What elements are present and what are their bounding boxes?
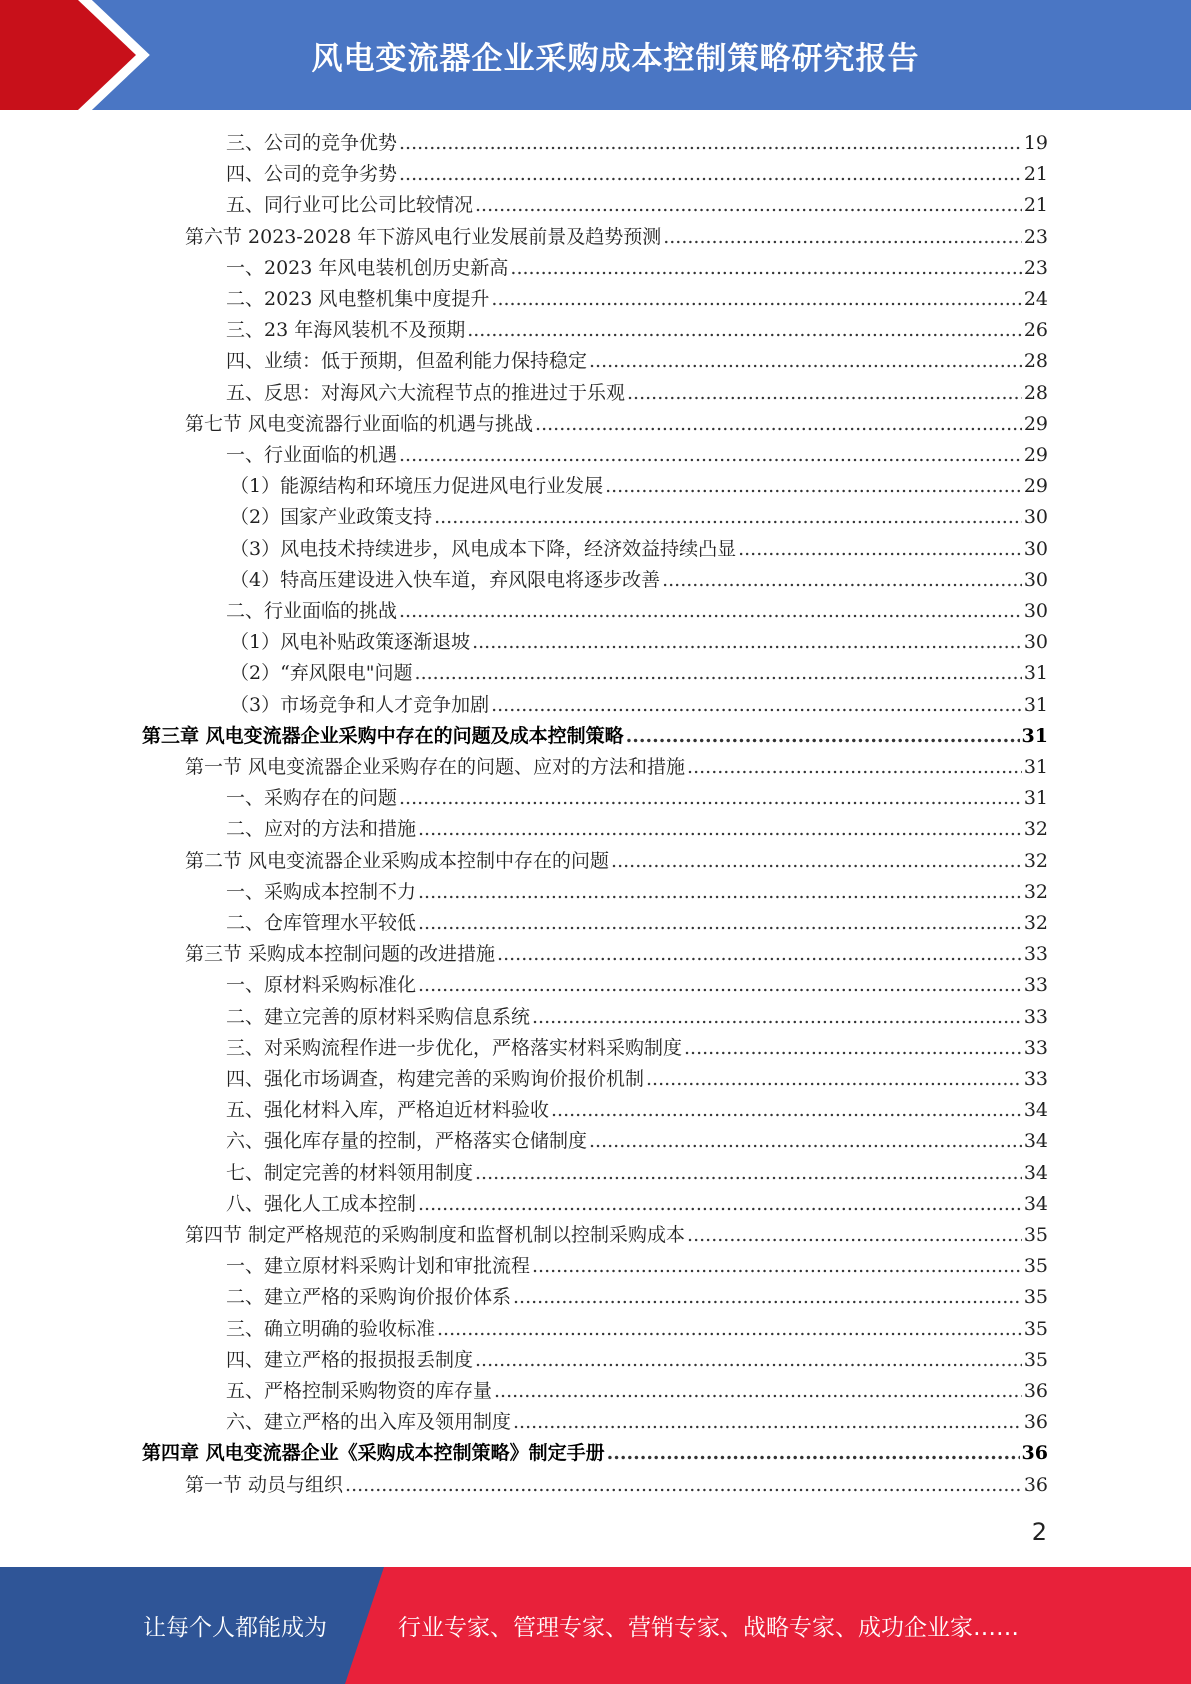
toc-entry-page: 26 [1023, 319, 1048, 342]
toc-entry[interactable] [226, 877, 1048, 908]
toc-entry-page: 29 [1023, 475, 1048, 498]
toc-entry-label: （2）国家产业政策支持 [230, 506, 433, 529]
toc-entry[interactable] [230, 627, 1048, 658]
toc-entry-page: 32 [1023, 880, 1048, 903]
toc-entry-label: 一、行业面临的机遇 [226, 444, 398, 466]
toc-entry-label: 三、23 年海风装机不及预期 [226, 319, 466, 342]
toc-entry[interactable] [226, 970, 1048, 1001]
toc-entry-page: 30 [1023, 537, 1048, 560]
toc-entry-label: 五、同行业可比公司比较情况 [226, 194, 474, 217]
toc-dot-leader [437, 1314, 1022, 1345]
toc-entry[interactable] [226, 1002, 1048, 1033]
toc-entry-label: 第二节 风电变流器企业采购成本控制中存在的问题 [185, 849, 610, 872]
toc-entry-page: 28 [1023, 350, 1048, 373]
toc-entry-label: 一、原材料采购标准化 [226, 974, 417, 997]
toc-entry-page: 31 [1023, 756, 1048, 778]
toc-entry[interactable] [185, 1470, 1048, 1501]
toc-dot-leader [345, 1470, 1022, 1501]
toc-entry-label: （3）市场竞争和人才竞争加剧 [230, 693, 490, 716]
toc-entry-label: （2）“弃风限电"问题 [230, 662, 413, 685]
toc-entry-page: 23 [1023, 225, 1048, 248]
toc-entry[interactable] [226, 346, 1048, 377]
footer-band [0, 1567, 1191, 1684]
toc-entry-label: 四、强化市场调查，构建完善的采购询价报价机制 [226, 1068, 645, 1090]
toc-entry-label: 第一节 风电变流器企业采购存在的问题、应对的方法和措施 [185, 756, 686, 778]
toc-entry[interactable] [230, 534, 1048, 565]
toc-dot-leader [475, 190, 1022, 221]
toc-entry[interactable] [226, 284, 1048, 315]
toc-dot-leader [472, 627, 1022, 658]
page-number: 2 [1031, 1518, 1047, 1546]
toc-entry-page: 34 [1023, 1099, 1048, 1122]
toc-dot-leader [513, 1282, 1022, 1313]
toc-dot-leader [627, 378, 1022, 409]
toc-dot-leader [399, 128, 1022, 159]
toc-dot-leader [434, 502, 1022, 533]
toc-entry-label: 五、反思：对海风六大流程节点的推进过于乐观 [226, 381, 626, 404]
toc-entry-label: 第七节 风电变流器行业面临的机遇与挑战 [185, 412, 534, 435]
toc-entry[interactable] [185, 222, 1048, 253]
toc-entry-label: 七、制定完善的材料领用制度 [226, 1161, 474, 1184]
toc-entry-label: 四、公司的竞争劣势 [226, 163, 398, 186]
toc-entry-page: 31 [1023, 662, 1048, 685]
toc-entry-page: 36 [1023, 1411, 1048, 1434]
toc-entry-page: 23 [1023, 256, 1048, 279]
toc-dot-leader [491, 690, 1022, 721]
toc-entry-label: （4）特高压建设进入快车道，弃风限电将逐步改善 [230, 568, 661, 591]
toc-entry[interactable] [185, 752, 1048, 783]
toc-dot-leader [551, 1095, 1022, 1126]
toc-entry-page: 33 [1023, 1005, 1048, 1028]
toc-dot-leader [687, 752, 1022, 783]
toc-entry[interactable] [226, 1282, 1048, 1313]
toc-entry-page: 21 [1023, 163, 1048, 186]
toc-entry[interactable] [185, 409, 1048, 440]
toc-dot-leader [491, 284, 1021, 315]
toc-entry-label: 三、对采购流程作进一步优化，严格落实材料采购制度 [226, 1036, 683, 1059]
toc-entry-page: 32 [1023, 912, 1048, 934]
toc-dot-leader [510, 253, 1021, 284]
toc-entry-page: 36 [1021, 1442, 1048, 1465]
toc-entry[interactable] [226, 783, 1048, 814]
toc-entry-label: 二、仓库管理水平较低 [226, 912, 417, 934]
toc-entry[interactable] [230, 658, 1048, 689]
toc-dot-leader [418, 908, 1022, 939]
toc-dot-leader [532, 1251, 1022, 1282]
toc-dot-leader [418, 814, 1022, 845]
toc-entry-label: 二、2023 风电整机集中度提升 [226, 288, 490, 310]
toc-dot-leader [684, 1033, 1022, 1064]
toc-dot-leader [646, 1064, 1022, 1095]
toc-entry-label: 一、采购存在的问题 [226, 787, 398, 810]
toc-dot-leader [399, 159, 1022, 190]
toc-entry[interactable] [230, 565, 1048, 596]
toc-entry-page: 24 [1023, 288, 1048, 310]
toc-dot-leader [663, 222, 1022, 253]
toc-entry-label: 八、强化人工成本控制 [226, 1192, 417, 1215]
toc-entry[interactable] [185, 846, 1048, 877]
toc-entry-label: 六、建立严格的出入库及领用制度 [226, 1411, 512, 1434]
footer-slogan-left: 让每个人都能成为 [143, 1615, 327, 1641]
toc-dot-leader [467, 315, 1022, 346]
toc-entry-label: 二、建立完善的原材料采购信息系统 [226, 1005, 531, 1028]
toc-dot-leader [626, 721, 1020, 752]
toc-entry[interactable] [226, 440, 1048, 471]
toc-dot-leader [607, 1438, 1020, 1469]
toc-entry[interactable] [226, 1095, 1048, 1126]
toc-dot-leader [611, 846, 1022, 877]
toc-entry-label: 二、行业面临的挑战 [226, 600, 398, 622]
toc-entry[interactable] [226, 315, 1048, 346]
toc-entry-label: 一、建立原材料采购计划和审批流程 [226, 1255, 531, 1278]
toc-entry-page: 30 [1023, 506, 1048, 529]
toc-dot-leader [399, 596, 1022, 627]
toc-entry-page: 31 [1021, 724, 1048, 747]
toc-entry-label: 五、严格控制采购物资的库存量 [226, 1380, 493, 1402]
toc-entry[interactable] [226, 596, 1048, 627]
toc-entry-page: 29 [1023, 412, 1048, 435]
toc-entry-page: 34 [1023, 1130, 1048, 1153]
toc-entry[interactable] [226, 128, 1048, 159]
toc-dot-leader [399, 440, 1022, 471]
toc-entry[interactable] [226, 378, 1048, 409]
toc-entry[interactable] [142, 1438, 1048, 1469]
toc-entry[interactable] [226, 1033, 1048, 1064]
toc-entry-page: 35 [1023, 1255, 1048, 1278]
toc-entry[interactable] [226, 1376, 1048, 1407]
toc-entry[interactable] [226, 1407, 1048, 1438]
toc-entry[interactable] [226, 253, 1048, 284]
toc-entry[interactable] [230, 471, 1048, 502]
toc-entry[interactable] [226, 1064, 1048, 1095]
toc-entry-page: 34 [1023, 1192, 1048, 1215]
toc-entry-label: 第一节 动员与组织 [185, 1473, 344, 1496]
toc-entry[interactable] [185, 1220, 1048, 1251]
toc-entry-label: 第四章 风电变流器企业《采购成本控制策略》制定手册 [142, 1442, 605, 1465]
toc-entry-label: 四、建立严格的报损报丢制度 [226, 1348, 474, 1371]
toc-dot-leader [494, 1376, 1022, 1407]
toc-dot-leader [532, 1002, 1022, 1033]
toc-dot-leader [738, 534, 1022, 565]
toc-entry-label: 三、公司的竞争优势 [226, 132, 398, 154]
toc-entry[interactable] [226, 1158, 1048, 1189]
toc-dot-leader [535, 409, 1022, 440]
toc-entry[interactable] [226, 1314, 1048, 1345]
toc-entry-label: 第四节 制定严格规范的采购制度和监督机制以控制采购成本 [185, 1224, 686, 1246]
toc-dot-leader [475, 1158, 1022, 1189]
toc-entry-label: 六、强化库存量的控制，严格落实仓储制度 [226, 1130, 588, 1153]
toc-dot-leader [589, 346, 1022, 377]
toc-entry-page: 33 [1023, 943, 1048, 966]
toc-entry[interactable] [226, 1189, 1048, 1220]
footer-slogan-right: 行业专家、管理专家、营销专家、战略专家、成功企业家…… [398, 1615, 1019, 1641]
toc-entry-page: 28 [1023, 381, 1048, 404]
toc-entry-page: 33 [1023, 1036, 1048, 1059]
toc-entry-label: （1）风电补贴政策逐渐退坡 [230, 631, 471, 654]
toc-entry[interactable] [226, 159, 1048, 190]
toc-dot-leader [513, 1407, 1022, 1438]
toc-dot-leader [687, 1220, 1022, 1251]
toc-entry-page: 32 [1023, 818, 1048, 841]
toc-entry-label: 一、采购成本控制不力 [226, 880, 417, 903]
toc-entry-page: 34 [1023, 1161, 1048, 1184]
toc-entry[interactable] [226, 908, 1048, 939]
toc-entry-page: 19 [1023, 132, 1048, 154]
toc-entry-page: 31 [1023, 693, 1048, 716]
toc-entry-page: 33 [1023, 974, 1048, 997]
toc-entry-page: 35 [1023, 1286, 1048, 1309]
toc-entry-page: 30 [1023, 631, 1048, 654]
toc-entry[interactable] [230, 690, 1048, 721]
toc-entry-page: 35 [1023, 1224, 1048, 1246]
toc-entry-label: 二、建立严格的采购询价报价体系 [226, 1286, 512, 1309]
toc-entry-page: 32 [1023, 849, 1048, 872]
toc-entry-label: 第三章 风电变流器企业采购中存在的问题及成本控制策略 [142, 724, 624, 747]
toc-entry-label: 三、确立明确的验收标准 [226, 1317, 436, 1340]
toc-entry[interactable] [226, 814, 1048, 845]
toc-entry-page: 35 [1023, 1348, 1048, 1371]
toc-dot-leader [475, 1345, 1022, 1376]
toc-entry-page: 36 [1023, 1473, 1048, 1496]
toc-entry[interactable] [226, 190, 1048, 221]
toc-entry[interactable] [226, 1126, 1048, 1157]
toc-entry-page: 35 [1023, 1317, 1048, 1340]
toc-dot-leader [415, 658, 1022, 689]
toc-entry-page: 30 [1023, 600, 1048, 622]
toc-dot-leader [418, 877, 1022, 908]
toc-entry[interactable] [142, 721, 1048, 752]
toc-dot-leader [418, 970, 1022, 1001]
toc-dot-leader [418, 1189, 1022, 1220]
toc-entry[interactable] [230, 502, 1048, 533]
toc-entry[interactable] [185, 939, 1048, 970]
toc-dot-leader [662, 565, 1022, 596]
toc-entry-label: 五、强化材料入库，严格迫近材料验收 [226, 1099, 550, 1122]
toc-entry-label: 一、2023 年风电装机创历史新高 [226, 256, 509, 279]
toc-entry-label: 四、业绩：低于预期，但盈利能力保持稳定 [226, 350, 588, 373]
toc-entry-label: （3）风电技术持续进步，风电成本下降，经济效益持续凸显 [230, 537, 737, 560]
toc-entry-page: 21 [1023, 194, 1048, 217]
toc-entry[interactable] [226, 1345, 1048, 1376]
toc-entry-page: 29 [1023, 444, 1048, 466]
toc-dot-leader [605, 471, 1022, 502]
toc-dot-leader [399, 783, 1022, 814]
toc-dot-leader [497, 939, 1022, 970]
toc-entry-page: 31 [1023, 787, 1048, 810]
toc-entry-page: 30 [1023, 568, 1048, 591]
toc-entry-page: 33 [1023, 1068, 1048, 1090]
toc-entry-page: 36 [1023, 1380, 1048, 1402]
header-band [0, 0, 1191, 110]
toc-entry-label: 二、应对的方法和措施 [226, 818, 417, 841]
toc-dot-leader [589, 1126, 1022, 1157]
toc-entry-label: （1）能源结构和环境压力促进风电行业发展 [230, 475, 604, 498]
toc-entry-label: 第六节 2023-2028 年下游风电行业发展前景及趋势预测 [185, 225, 662, 248]
toc-entry[interactable] [226, 1251, 1048, 1282]
toc-entry-label: 第三节 采购成本控制问题的改进措施 [185, 943, 496, 966]
report-title: 风电变流器企业采购成本控制策略研究报告 [311, 40, 920, 77]
red-chevron-logo [0, 0, 160, 110]
